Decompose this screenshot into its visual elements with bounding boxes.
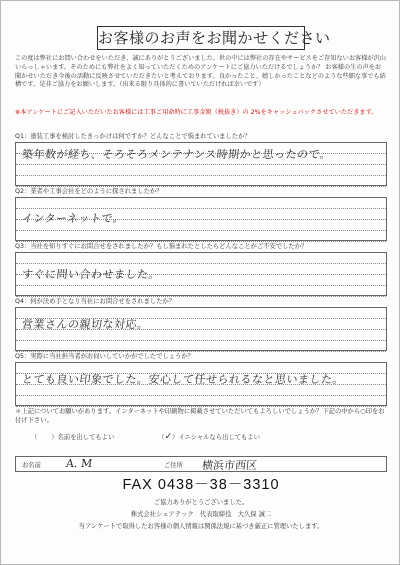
- handwritten-answer: すぐに問い合わせました。: [21, 268, 161, 281]
- address-value: 横浜市西区: [201, 459, 258, 472]
- handwritten-answer: とても良い印象でした。安心して任せられるなと思いました。: [21, 373, 345, 386]
- question-4: [15, 296, 387, 351]
- privacy-note: 当アンケートで取得したお客様の個人情報は関係法規に基づき厳正に管理いたします。: [78, 523, 324, 530]
- publication-options: [31, 432, 260, 442]
- question-5: [15, 351, 387, 406]
- question-label: Q4：何が決め手となり当社にお問合せをされましたか？: [15, 298, 176, 305]
- company-signature: 株式会社シェアテック 代表取締役 大久保 誠二: [130, 511, 272, 518]
- answer-box: [15, 142, 387, 186]
- ruled-line: [16, 253, 386, 264]
- handwritten-answer: 築年数が経ち、そろそろメンテナンス時期かと思ったので。: [21, 148, 333, 161]
- question-3: [15, 241, 387, 296]
- answer-box: [15, 252, 387, 296]
- ruled-line: [16, 165, 386, 176]
- answer-box: [15, 307, 387, 351]
- fax-number: FAX 0438－38－3310: [122, 477, 280, 493]
- thanks-text: ご協力ありがとうございました。: [153, 499, 249, 506]
- question-label: Q3：当社を知りすぐにお問合せをされましたか？もし悩まれたとしたらどんなことがご不安でしたか？: [15, 243, 308, 250]
- check-mark-icon: ✓: [164, 432, 173, 442]
- handwritten-answer: インターネットで。: [21, 212, 125, 225]
- handwritten-answer: 営業さんの親切な対応。: [21, 318, 150, 331]
- question-label: Q5：実際に当社担当者がお伺いしていかがでしたでしょうか？: [15, 353, 194, 360]
- address-label: ご住所: [164, 462, 183, 469]
- page-title: お客様のお声をお聞かせください: [97, 26, 305, 50]
- question-1: [15, 131, 387, 186]
- answer-box: [15, 197, 387, 241]
- answer-box: [15, 362, 387, 406]
- option-name[interactable]: （ ）名前を出してもよい: [31, 434, 115, 441]
- intro-text: この度は弊社にお問い合わせをいただき、誠にありがとうございました。世の中には弊社の存在やサービスをご存知ないお客様が沢山いらっしゃいます。そのためにも弊社をよく知っていただくためのアンケートにご協力いただけるでしょうか？ お客様の生の声をお聞かせいただき今後の活動に反映させていただきたいと考えております。良かったこと、嬉しかったことなどのような些細な事でも結構です。是非ご協力をお願いします。（出来る限り具体的に書いていただければ幸いです）: [15, 55, 386, 89]
- ruled-line: [16, 396, 386, 407]
- contact-fields: [15, 456, 387, 472]
- option-initials[interactable]: （✓）イニシャルなら出してもよい: [158, 432, 260, 442]
- question-2: [15, 186, 387, 241]
- ruled-line: [16, 198, 386, 209]
- name-value: A. M: [65, 457, 93, 470]
- question-label: Q1：塗装工事を検討したきっかけは何ですか？どんなことで悩まれていましたか？: [15, 133, 251, 140]
- question-label: Q2：業者や工事会社をどのように探されましたか？: [15, 188, 163, 195]
- name-label: お名前: [22, 462, 41, 469]
- publication-request: ＊上記についてお願いがあります。インターネットや印刷物に掲載させていただいてもよろしいでしょうか？下記の中から○印をお付け下さい。: [15, 408, 385, 424]
- cashback-note: ※本アンケートにご記入いただいたお客様には工事ご用命時に工事金額（税抜き）の 2%をキャッシュバックさせていただきます。: [15, 109, 378, 116]
